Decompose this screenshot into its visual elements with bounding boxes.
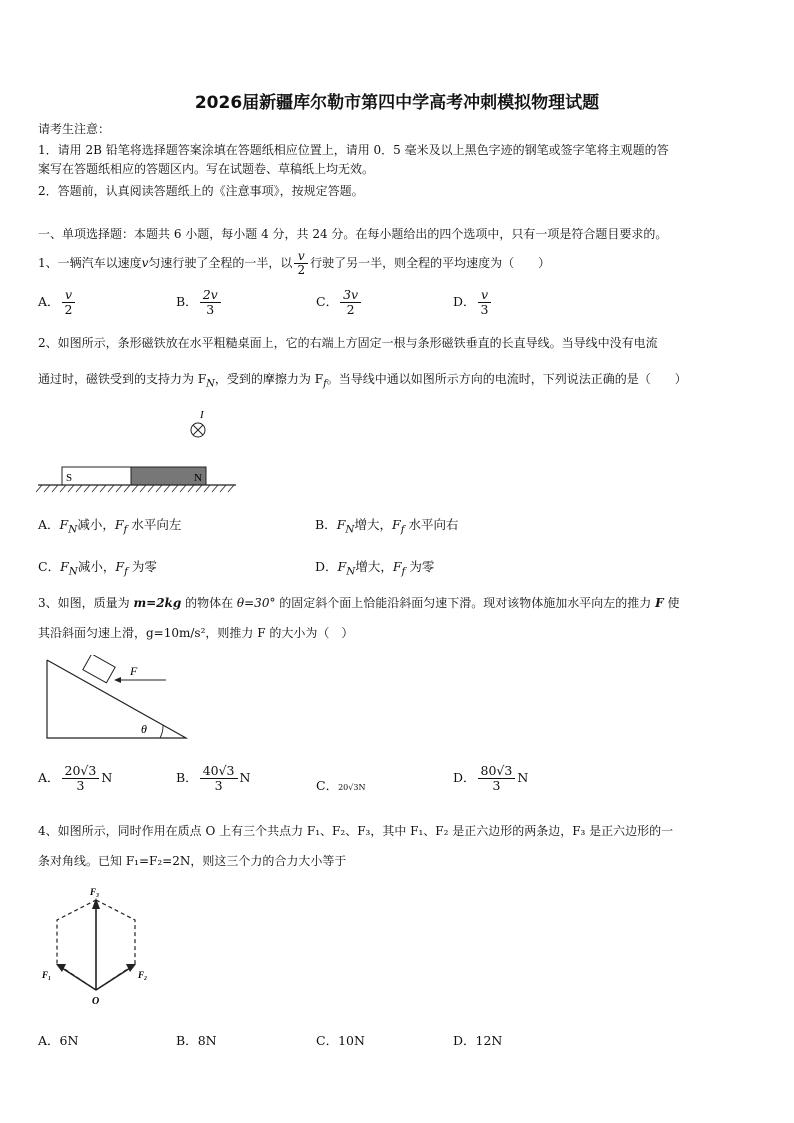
q2-sub-n: N [206,378,215,390]
q3-option-d-unit: N [517,769,529,785]
f2-arrow [96,968,130,990]
angle-label: θ [141,722,147,736]
q2-option-c[interactable] [38,557,157,578]
q4-option-d-label: D． [453,1033,476,1048]
q2-option-d-f2: F [392,559,402,574]
q3-option-d-num: 80√3 [478,764,516,779]
question-4-line-1: 4、如图所示，同时作用在质点 O 上有三个共点力 F₁、F₂、F₃，其中 F₁、F₂ 是正六边形的两条边，F₃ 是正六边形的一 [38,824,674,838]
f1-label: F₁ [42,970,52,980]
q2-option-d-t2: 为零 [405,559,435,574]
q3-mass: m=2kg [133,596,182,610]
question-2-line-1: 2、如图所示，条形磁铁放在水平粗糙桌面上，它的右端上方固定一根与条形磁铁垂直的长直导线。当导线中没有电流 [38,336,658,350]
q2-option-b-t1: 增大， [354,517,392,532]
q4-option-a-label: A． [38,1033,60,1048]
notice-heading: 请考生注意： [38,122,111,136]
q3-option-c-text: 20√3N [338,783,366,792]
q1-option-c-num: 3v [340,288,361,303]
page-title: 2026届新疆库尔勒市第四中学高考冲刺模拟物理试题 [194,93,600,113]
q3-option-a[interactable] [38,764,112,793]
q3-option-a-den: 3 [76,777,85,793]
q2-sub-f: f [323,378,327,390]
q2-option-a-f2: F [114,517,124,532]
angle-arc [160,725,163,738]
q1-text-3: 行驶了另一半，则全程的平均速度为（ ） [310,256,551,270]
q2-option-a-t1: 减小， [77,517,115,532]
q3-text-b: 的物体在 [181,596,237,610]
q1-option-b-den: 3 [206,301,215,317]
question-3-line-2: 其沿斜面匀速上滑，g=10m/s²，则推力 F 的大小为（ ） [38,626,354,640]
q2-option-c-f2-sub: f [124,565,128,578]
q1-option-b-label: B． [176,293,198,309]
q2-text-b: ，受到的摩擦力为 F [214,372,324,386]
q3-text-c: 的固定斜个面上恰能沿斜面匀速下滑。现对该物体施加水平向左的推力 [275,596,656,610]
q2-option-a[interactable] [38,515,181,536]
q4-option-c[interactable] [316,1031,365,1049]
force-label: F [130,664,138,678]
q2-option-b-f1: F [336,517,346,532]
q3-option-c[interactable] [316,776,365,794]
q2-option-a-f1-sub: N [68,523,78,536]
q1-option-c[interactable] [316,288,363,317]
q2-text-c: 。当导线中通以如图所示方向的电流时，下列说法正确的是（ ） [326,372,687,386]
section-heading: 一、单项选择题：本题共 6 小题，每小题 4 分，共 24 分。在每小题给出的四个选项中，只有一项是符合题目要求的。 [38,227,668,241]
q4-option-a-text: 6N [59,1033,79,1048]
q3-text-a: 3、如图，质量为 [38,596,134,610]
q1-option-d-label: D． [453,293,476,309]
q2-option-b-label: B． [315,517,337,532]
q2-option-c-f2: F [115,559,125,574]
incline-figure [40,655,195,745]
n-pole-label: N [194,472,202,484]
magnet-figure [36,405,246,495]
q2-option-a-t2: 水平向左 [127,517,182,532]
q1-fraction [294,250,308,277]
point-o-label: O [92,996,100,1007]
q2-option-b[interactable] [315,515,459,536]
q2-option-c-f1-sub: N [68,565,78,578]
q1-text-2: 匀速行驶了全程的一半，以 [148,256,293,270]
q2-option-d-f2-sub: f [401,565,406,578]
q3-option-c-label: C． [316,778,339,793]
q3-option-b-num: 40√3 [200,764,238,779]
q1-option-d[interactable] [453,288,493,317]
q3-force: F [655,596,664,610]
q4-option-c-text: 10N [338,1033,365,1048]
q2-option-c-f1: F [60,559,69,574]
q2-option-d[interactable] [315,557,434,578]
notice-item-1a: 1．请用 2B 铅笔将选择题答案涂填在答题纸相应位置上，请用 0．5 毫米及以上黑色字迹的钢笔或签字笔将主观题的答 [38,143,669,157]
notice-item-2: 2．答题前，认真阅读答题纸上的《注意事项》，按规定答题。 [38,184,364,198]
s-pole-label: S [66,472,73,484]
q3-angle: θ=30° [236,596,276,610]
q3-option-d-den: 3 [492,777,501,793]
q1-option-d-num: v [478,288,492,303]
q3-option-a-label: A． [38,769,60,785]
q4-option-a[interactable] [38,1031,78,1049]
q2-option-c-t1: 减小， [77,559,116,574]
q1-option-c-den: 2 [346,301,355,317]
q2-option-a-label: A． [38,517,60,532]
question-3-line-1 [38,594,679,611]
q2-option-d-f1-sub: N [346,565,356,578]
q1-fraction-den: 2 [297,263,306,277]
question-1-stem [38,244,550,282]
q1-option-b[interactable] [176,288,223,317]
incline-plane [47,660,186,738]
q2-option-d-t1: 增大， [355,559,393,574]
q2-option-b-f2-sub: f [400,523,405,536]
q1-option-c-label: C． [316,293,339,309]
q1-fraction-num: v [294,250,308,264]
notice-item-1b: 案写在答题纸相应的答题区内。写在试题卷、草稿纸上均无效。 [38,162,375,176]
hexagon-force-figure [38,882,158,1007]
q3-option-d[interactable] [453,764,528,793]
q2-option-d-f1: F [337,559,347,574]
q1-option-a-den: 2 [64,301,73,317]
q2-option-c-t2: 为零 [127,559,157,574]
q4-option-d-text: 12N [475,1033,503,1048]
q4-option-b-text: 8N [197,1033,217,1048]
q4-option-c-label: C． [316,1033,339,1048]
q4-option-d[interactable] [453,1031,502,1049]
q3-option-a-unit: N [101,769,113,785]
q2-option-b-f2: F [392,517,401,532]
table-hatching [36,485,234,492]
q2-option-b-t2: 水平向右 [404,517,459,532]
current-label: I [200,409,204,421]
q3-option-a-num: 20√3 [62,764,100,779]
q4-option-b-label: B． [176,1033,198,1048]
f1-arrow [62,968,96,990]
q2-option-a-f1: F [59,517,69,532]
question-4-line-2: 条对角线。已知 F₁=F₂=2N，则这三个力的合力大小等于 [38,854,347,868]
block [83,655,115,683]
f3-label: F₃ [90,887,100,897]
question-2-line-2 [38,370,687,389]
q3-text-d: 使 [663,596,680,610]
q2-option-c-label: C． [38,559,61,574]
magnet-s-pole [62,467,131,485]
q2-option-a-f2-sub: f [123,523,128,536]
q2-option-b-f1-sub: N [345,523,355,536]
q1-option-a-label: A． [38,293,60,309]
q1-option-a-num: v [62,288,76,303]
q4-option-b[interactable] [176,1031,217,1049]
q1-v: v [141,256,149,270]
q1-option-d-den: 3 [480,301,489,317]
q1-text-1: 1、一辆汽车以速度 [38,256,142,270]
q3-option-d-label: D． [453,769,476,785]
q1-option-a[interactable] [38,288,77,317]
q3-option-b[interactable] [176,764,250,793]
q3-option-b-label: B． [176,769,198,785]
f2-label: F₂ [138,970,148,980]
q2-option-d-label: D． [315,559,338,574]
q3-option-b-den: 3 [214,777,223,793]
q1-option-b-num: 2v [200,288,221,303]
q2-text-a: 通过时，磁铁受到的支持力为 F [38,372,207,386]
q3-option-b-unit: N [239,769,251,785]
